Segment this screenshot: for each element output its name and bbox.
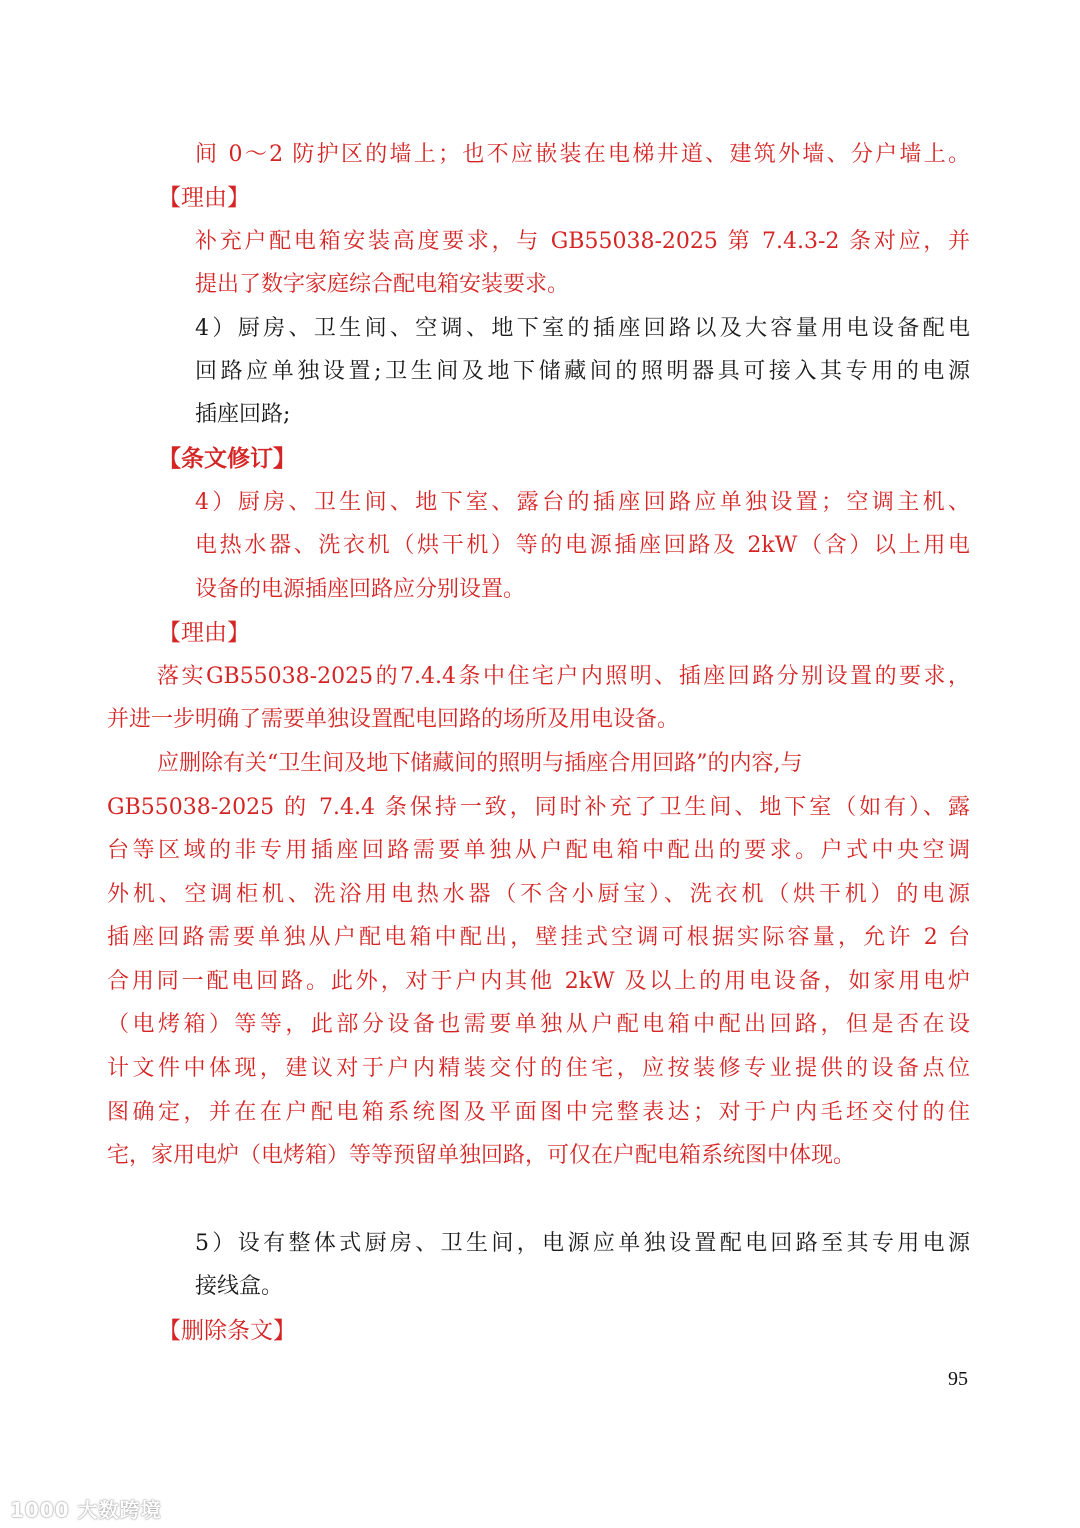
text-line: 回路应单独设置;卫生间及地下储藏间的照明器具可接入其专用的电源 xyxy=(195,359,970,384)
section-heading-revision: 【条文修订】 xyxy=(158,445,296,472)
text-line: 插座回路; xyxy=(195,402,291,427)
page-number: 95 xyxy=(948,1368,968,1390)
text-line: 计文件中体现，建议对于户内精装交付的住宅，应按装修专业提供的设备点位 xyxy=(107,1056,970,1081)
text-line: 提出了数字家庭综合配电箱安装要求。 xyxy=(195,272,570,297)
text-line: 外机、空调柜机、洗浴用电热水器（不含小厨宝）、洗衣机（烘干机）的电源 xyxy=(107,882,970,907)
section-heading-deleted: 【删除条文】 xyxy=(158,1318,296,1344)
section-heading-reason: 【理由】 xyxy=(158,620,250,646)
text-line: 落实GB55038-2025的7.4.4条中住宅户内照明、插座回路分别设置的要求， xyxy=(157,664,970,689)
text-line: 接线盒。 xyxy=(195,1274,284,1299)
text-line: 宅，家用电炉（电烤箱）等等预留单独回路，可仅在户配电箱系统图中体现。 xyxy=(107,1143,856,1168)
text-line: 4）厨房、卫生间、空调、地下室的插座回路以及大容量用电设备配电 xyxy=(195,316,970,341)
text-line: 4）厨房、卫生间、地下室、露台的插座回路应单独设置；空调主机、 xyxy=(195,490,970,515)
watermark-logo: 1000 大数跨境 xyxy=(10,1498,162,1522)
text-line: 并进一步明确了需要单独设置配电回路的场所及用电设备。 xyxy=(107,707,680,732)
text-line: 插座回路需要单独从户配电箱中配出，壁挂式空调可根据实际容量，允许 2 台 xyxy=(107,925,970,950)
text-line: 补充户配电箱安装高度要求，与 GB55038-2025 第 7.4.3-2 条对应，并 xyxy=(195,229,970,254)
section-heading-reason: 【理由】 xyxy=(158,185,250,211)
text-line: （电烤箱）等等，此部分设备也需要单独从户配电箱中配出回路，但是否在设 xyxy=(107,1012,970,1037)
text-line: 5）设有整体式厨房、卫生间，电源应单独设置配电回路至其专用电源 xyxy=(195,1231,970,1256)
text-line: 电热水器、洗衣机（烘干机）等的电源插座回路及 2kW（含）以上用电 xyxy=(195,533,970,558)
text-line: 间 0～2 防护区的墙上；也不应嵌装在电梯井道、建筑外墙、分户墙上。 xyxy=(195,142,970,167)
text-line: 图确定，并在在户配电箱系统图及平面图中完整表达；对于户内毛坯交付的住 xyxy=(107,1100,970,1125)
text-line: 设备的电源插座回路应分别设置。 xyxy=(195,577,526,602)
text-line: 应删除有关“卫生间及地下储藏间的照明与插座合用回路”的内容,与 xyxy=(157,751,803,776)
text-line: GB55038-2025 的 7.4.4 条保持一致，同时补充了卫生间、地下室（如有）、露 xyxy=(107,795,970,820)
text-line: 台等区域的非专用插座回路需要单独从户配电箱中配出的要求。户式中央空调 xyxy=(107,838,970,863)
text-line: 合用同一配电回路。此外，对于户内其他 2kW 及以上的用电设备，如家用电炉 xyxy=(107,969,970,994)
